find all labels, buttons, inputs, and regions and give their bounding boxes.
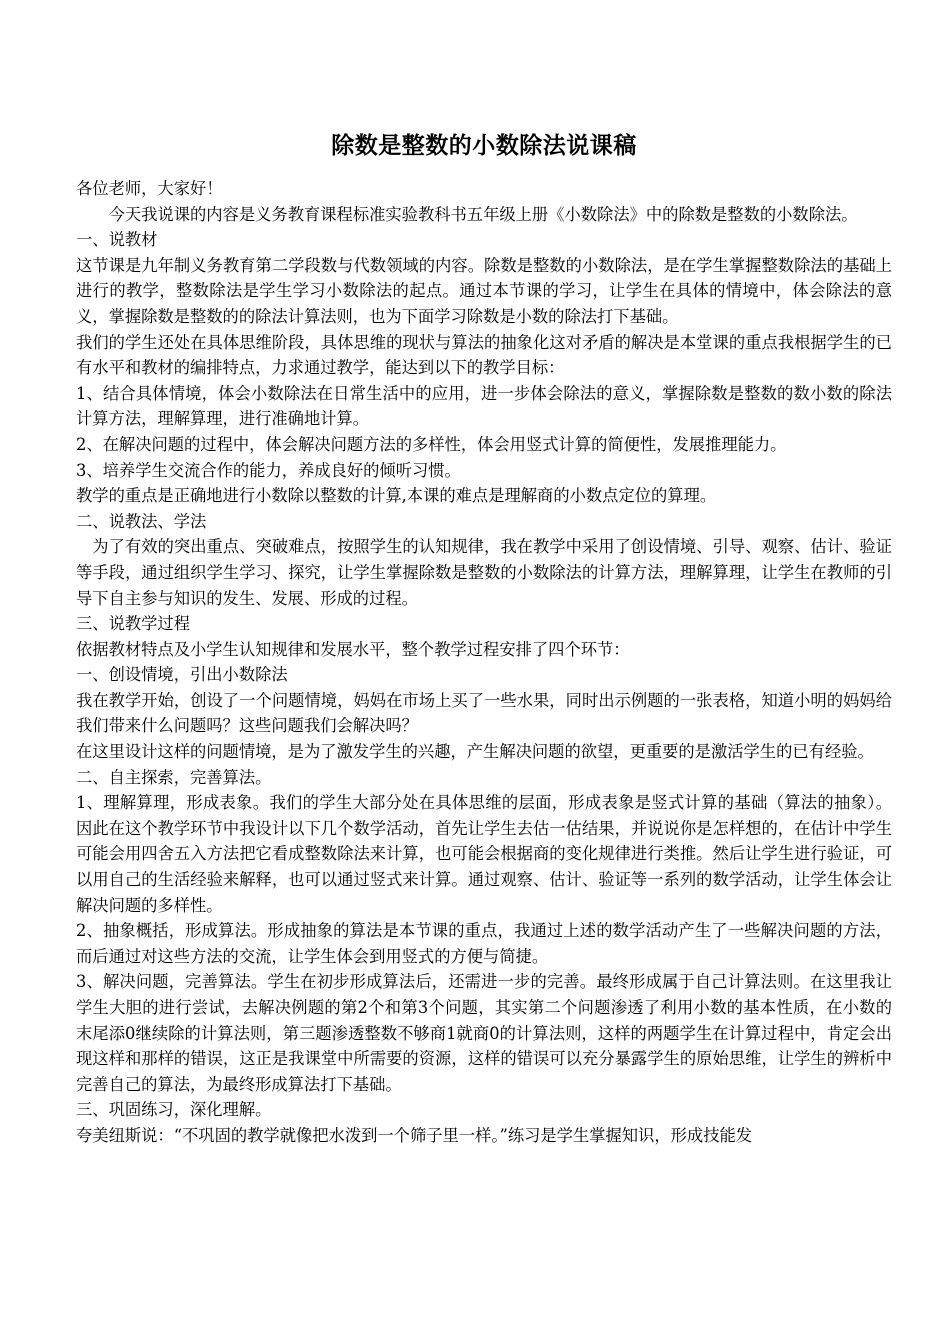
- paragraph: 二、说教法、学法: [76, 511, 207, 531]
- paragraph: 一、说教材: [76, 230, 158, 250]
- paragraph: 3、培养学生交流合作的能力，养成良好的倾听习惯。: [76, 460, 461, 480]
- paragraph: 各位老师，大家好！: [76, 179, 223, 198]
- paragraph: 三、巩固练习，深化理解。: [76, 1100, 272, 1120]
- paragraph: 这节课是九年制义务教育第二学段数与代数领域的内容。除数是整数的小数除法，是在学生掌握整数除法的基础上进行的教学，整数除法是学生学习小数除法的起点。通过本节课的学习，让学生在具体的情境中，体会除法的意义，掌握除数是整数的的除法计算法则，也为下面学习除数是小数的除法打下基础。: [76, 255, 892, 326]
- document-title: 除数是整数的小数除法说课稿: [331, 133, 637, 159]
- paragraph: 2、在解决问题的过程中，体会解决问题方法的多样性，体会用竖式计算的简便性，发展推理能力。: [76, 434, 787, 454]
- paragraph: 在这里设计这样的问题情境，是为了激发学生的兴趣，产生解决问题的欲望，更重要的是激活学生的已有经验。: [76, 742, 874, 762]
- paragraph: 一、创设情境，引出小数除法: [76, 665, 288, 685]
- paragraph: 教学的重点是正确地进行小数除以整数的计算,本课的难点是理解商的小数点定位的算理。: [76, 486, 717, 506]
- paragraph: 1、理解算理，形成表象。我们的学生大部分处在具体思维的层面，形成表象是竖式计算的基础（算法的抽象）。因此在这个教学环节中我设计以下几个数学活动，首先让学生去估一估结果，并说说你是怎样想的，在估计中学生可能会用四舍五入方法把它看成整数除法来计算，也可能会根据商的变化规律进行类推。然后让学生进行验证，可以用自己的生活经验来解释，也可以通过竖式来计算。通过观察、估计、验证等一系列的数学活动，让学生体会让解决问题的多样性。: [76, 793, 892, 915]
- paragraph: 1、结合具体情境，体会小数除法在日常生活中的应用，进一步体会除法的意义，掌握除数是整数的数小数的除法计算方法，理解算理，进行准确地计算。: [76, 383, 892, 429]
- paragraph: 二、自主探索，完善算法。: [76, 767, 272, 787]
- paragraph: 夸美纽斯说：“不巩固的教学就像把水泼到一个筛子里一样。”练习是学生掌握知识，形成技能发: [76, 1125, 753, 1145]
- paragraph: 依据教材特点及小学生认知规律和发展水平，整个教学过程安排了四个环节：: [76, 639, 630, 659]
- document-page: [76, 130, 892, 1149]
- paragraph: 我在教学开始，创设了一个问题情境，妈妈在市场上买了一些水果，同时出示例题的一张表格，知道小明的妈妈给我们带来什么问题吗？这些问题我们会解决吗？: [76, 690, 892, 736]
- paragraph: 为了有效的突出重点、突破难点，按照学生的认知规律，我在教学中采用了创设情境、引导、观察、估计、验证等手段，通过组织学生学习、探究，让学生掌握除数是整数的小数除法的计算方法，理解算理，让学生在教师的引导下自主参与知识的发生、发展、形成的过程。: [76, 537, 892, 608]
- paragraph: 2、抽象概括，形成算法。形成抽象的算法是本节课的重点，我通过上述的数学活动产生了一些解决问题的方法，而后通过对这些方法的交流，让学生体会到用竖式的方便与简捷。: [76, 921, 892, 966]
- paragraph: 我们的学生还处在具体思维阶段，具体思维的现状与算法的抽象化这对矛盾的解决是本堂课的重点我根据学生的已有水平和教材的编排特点，力求通过教学，能达到以下的教学目标：: [76, 332, 892, 378]
- paragraph: 三、说教学过程: [76, 614, 190, 634]
- paragraph: 3、解决问题，完善算法。学生在初步形成算法后，还需进一步的完善。最终形成属于自己计算法则。在这里我让学生大胆的进行尝试，去解决例题的第2个和第3个问题，其实第二个问题渗透了利用小数的基本性质，在小数的末尾添0继续除的计算法则，第三题渗透整数不够商1就商0的计算法则，这样的两题学生在计算过程中，肯定会出现这样和那样的错误，这正是我课堂中所需要的资源，这样的错误可以充分暴露学生的原始思维，让学生的辨析中完善自己的算法，为最终形成算法打下基础。: [76, 972, 892, 1094]
- paragraph: 今天我说课的内容是义务教育课程标准实验教科书五年级上册《小数除法》中的除数是整数的小数除法。: [108, 204, 858, 224]
- document-body: [76, 176, 892, 1149]
